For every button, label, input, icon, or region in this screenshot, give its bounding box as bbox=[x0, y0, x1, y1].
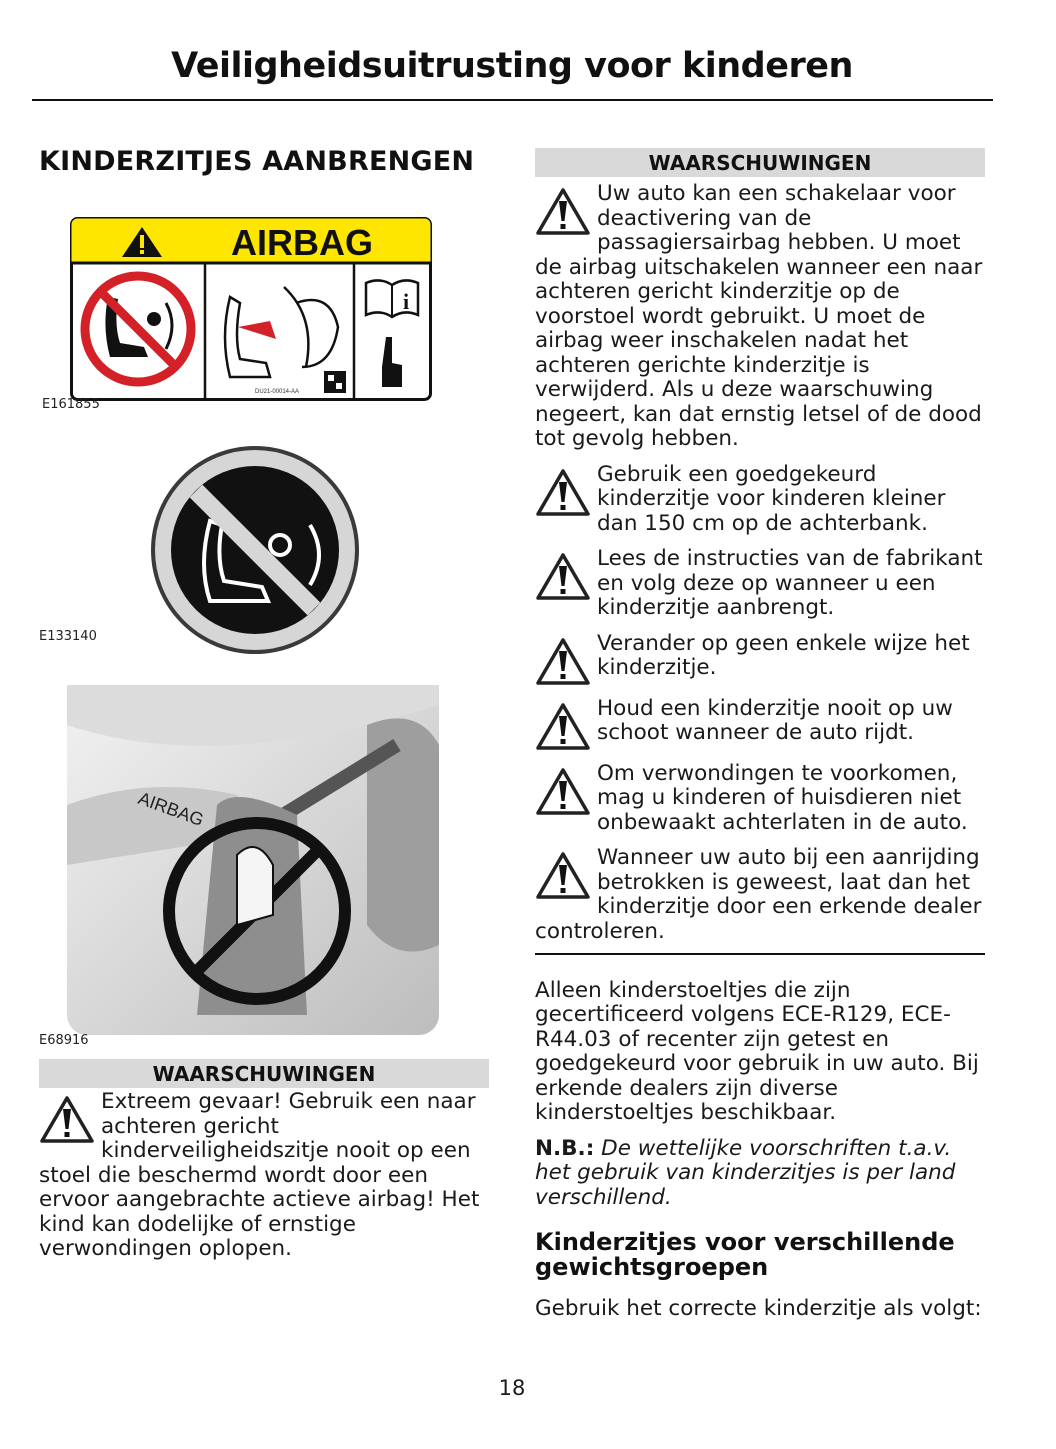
warning-item bbox=[535, 182, 985, 452]
warning-triangle-icon bbox=[535, 766, 591, 816]
warning-item bbox=[535, 697, 985, 751]
certification-paragraph: Alleen kinderstoeltjes die zijn gecertificeerd volgens ECE-R129, ECE-R44.03 of recenter zijn getest en goedgekeurd voor gebruik in uw auto. Bij erkende dealers zijn diverse kinderstoeltjes beschikbaar. bbox=[535, 977, 979, 1125]
page-number: 18 bbox=[498, 1376, 526, 1400]
note-label: N.B.: bbox=[535, 1135, 595, 1161]
warnings-end-divider bbox=[535, 953, 985, 955]
no-rear-facing-seat-icon bbox=[85, 276, 191, 382]
car-seat-airbag-photo bbox=[67, 685, 439, 1035]
warning-triangle-icon bbox=[535, 186, 591, 236]
warning-triangle-icon bbox=[535, 701, 591, 751]
warning-text: Lees de instructies van de fabrikant en volg deze op wanneer u een kinderzitje aanbrengt. bbox=[597, 546, 983, 620]
warnings-heading: WAARSCHUWINGEN bbox=[535, 148, 985, 177]
warning-triangle-icon bbox=[535, 551, 591, 601]
no-child-seat-prohibition-image bbox=[150, 445, 360, 655]
left-column bbox=[39, 146, 489, 1262]
warning-text: Uw auto kan een schakelaar voor deactivering van de passagiersairbag hebben. U moet de airbag uitschakelen wanneer een naar achteren gericht kinderzitje op de voorstoel wordt gebruikt. U moet de airbag weer inschakelen nadat het achteren gerichte kinderzitje is verwijderd. Als u deze waarschuwing negeert, kan dat ernstig letsel of de dood tot gevolg hebben. bbox=[535, 181, 983, 451]
prohibition-figure bbox=[39, 445, 489, 685]
warning-text: Om verwondingen te voorkomen, mag u kinderen of huisdieren niet onbewaakt achterlaten in de auto. bbox=[597, 760, 968, 835]
airbag-label-word: AIRBAG bbox=[231, 222, 373, 263]
warning-triangle-icon bbox=[535, 850, 591, 900]
svg-text:i: i bbox=[402, 289, 410, 314]
figure-id: E161855 bbox=[42, 397, 100, 412]
warning-text: Wanneer uw auto bij een aanrijding betrokken is geweest, laat dan het kinderzitje door een erkende dealer controleren. bbox=[535, 845, 982, 944]
warning-text: Extreem gevaar! Gebruik een naar achteren gericht kinderveiligheidszitje nooit op een stoel die beschermd wordt door een ervoor aangebrachte actieve airbag! Het kind kan dodelijke of ernstige verwondingen oplopen. bbox=[39, 1089, 480, 1261]
warning-item bbox=[535, 846, 985, 944]
warning-item bbox=[535, 762, 985, 836]
title-divider bbox=[32, 99, 993, 101]
page-title: Veiligheidsuitrusting voor kinderen bbox=[171, 46, 853, 86]
photo-airbag-text: AIRBAG bbox=[135, 787, 207, 831]
airbag-warning-label-image bbox=[70, 217, 432, 401]
figure-id: E68916 bbox=[39, 1033, 89, 1048]
warning-item bbox=[535, 632, 985, 686]
warning-item bbox=[535, 463, 985, 537]
warning-text: Verander op geen enkele wijze het kinderzitje. bbox=[597, 630, 970, 680]
warning-item bbox=[535, 547, 985, 621]
warning-triangle-icon bbox=[39, 1094, 95, 1144]
right-column bbox=[535, 148, 985, 1322]
warning-text: Gebruik een goedgekeurd kinderzitje voor kinderen kleiner dan 150 cm op de achterbank. bbox=[597, 461, 946, 536]
section-heading: KINDERZITJES AANBRENGEN bbox=[39, 146, 475, 177]
car-interior-figure bbox=[39, 685, 489, 1061]
warning-triangle-icon bbox=[535, 636, 591, 686]
airbag-label-figure bbox=[39, 217, 489, 445]
note bbox=[535, 1137, 985, 1211]
note-text: De wettelijke voorschriften t.a.v. het gebruik van kinderzitjes is per land verschillend. bbox=[535, 1135, 956, 1210]
warning-item bbox=[39, 1090, 489, 1262]
final-paragraph: Gebruik het correcte kinderzitje als volgt: bbox=[535, 1296, 982, 1321]
figure-id: E133140 bbox=[39, 629, 97, 644]
warning-text: Houd een kinderzitje nooit op uw schoot wanneer de auto rijdt. bbox=[597, 695, 953, 745]
sub-heading: Kinderzitjes voor verschillende gewichtsgroepen bbox=[535, 1228, 955, 1281]
label-code: DU21-00014-AA bbox=[254, 389, 300, 395]
warnings-heading: WAARSCHUWINGEN bbox=[39, 1059, 489, 1088]
warning-triangle-icon bbox=[535, 467, 591, 517]
